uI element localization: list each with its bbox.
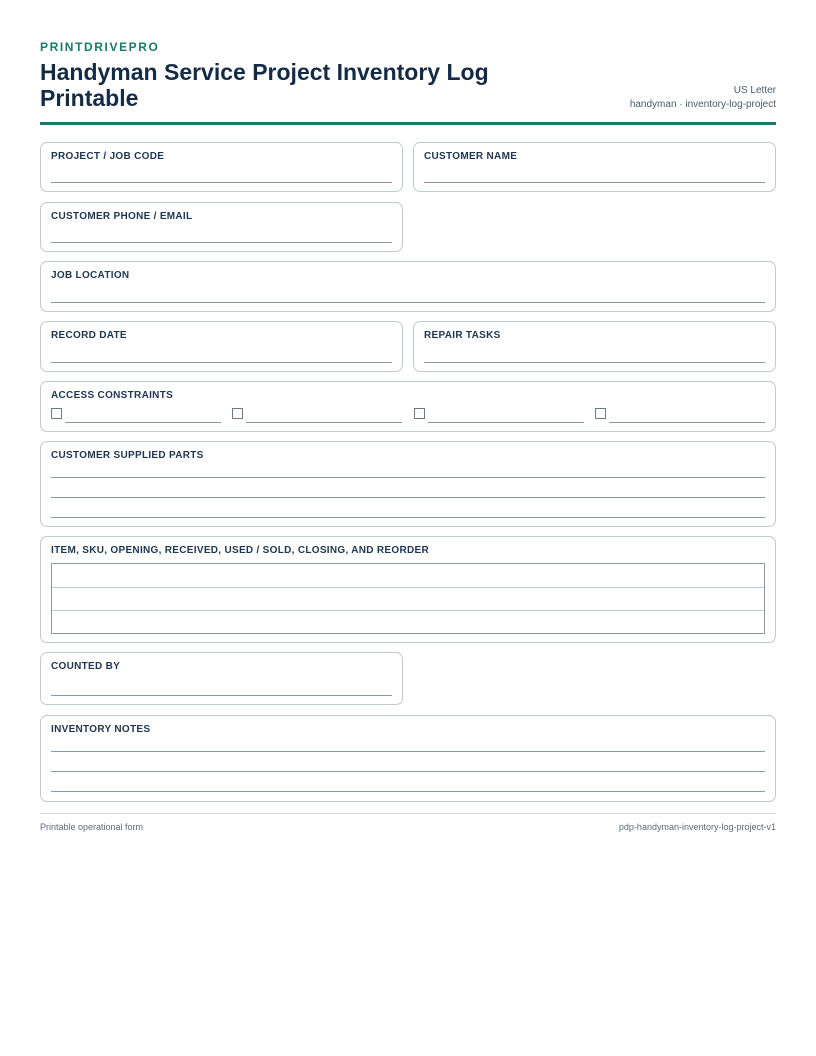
record-date-write-line[interactable] (51, 362, 392, 363)
inventory-notes-write-line[interactable] (51, 751, 765, 752)
customer-supplied-parts-label: CUSTOMER SUPPLIED PARTS (51, 450, 204, 461)
customer-contact-field (40, 202, 403, 252)
access-constraint-checkbox[interactable] (232, 408, 243, 419)
job-location-write-line[interactable] (51, 302, 765, 303)
record-date-field (40, 321, 403, 372)
header-meta (630, 84, 776, 112)
access-constraints-field (40, 381, 776, 432)
access-constraint-checkbox[interactable] (595, 408, 606, 419)
customer-supplied-parts-write-line[interactable] (51, 517, 765, 518)
customer-supplied-parts-field (40, 441, 776, 527)
access-constraint-write-line[interactable] (428, 422, 584, 423)
counted-by-field (40, 652, 403, 705)
project-code-label: PROJECT / JOB CODE (51, 151, 165, 162)
inventory-notes-label: INVENTORY NOTES (51, 724, 151, 735)
repair-tasks-write-line[interactable] (424, 362, 765, 363)
paper-size-label: US Letter (733, 85, 776, 96)
table-row-divider (52, 587, 764, 588)
inventory-table (51, 563, 765, 634)
inventory-table-section (40, 536, 776, 643)
footer-divider (40, 813, 776, 814)
customer-name-label: CUSTOMER NAME (424, 151, 518, 162)
job-location-label: JOB LOCATION (51, 270, 130, 281)
counted-by-write-line[interactable] (51, 695, 392, 696)
inventory-notes-write-line[interactable] (51, 771, 765, 772)
project-code-field (40, 142, 403, 192)
inventory-notes-write-line[interactable] (51, 791, 765, 792)
customer-name-write-line[interactable] (424, 182, 765, 183)
customer-supplied-parts-write-line[interactable] (51, 477, 765, 478)
page-title: Handyman Service Project Inventory Log Printable (40, 59, 489, 111)
inventory-table-label: ITEM, SKU, OPENING, RECEIVED, USED / SOLD, CLOSING, AND REORDER (51, 545, 430, 556)
footer-form-id: pdp-handyman-inventory-log-project-v1 (618, 822, 776, 832)
record-date-label: RECORD DATE (51, 330, 127, 341)
access-constraint-checkbox[interactable] (414, 408, 425, 419)
customer-contact-label: CUSTOMER PHONE / EMAIL (51, 211, 193, 222)
access-constraint-write-line[interactable] (246, 422, 402, 423)
footer-left-text: Printable operational form (40, 822, 144, 832)
customer-name-field (413, 142, 776, 192)
form-path-label: handyman · inventory-log-project (629, 99, 776, 110)
access-constraint-write-line[interactable] (65, 422, 221, 423)
table-row-divider (52, 610, 764, 611)
inventory-notes-field (40, 715, 776, 802)
counted-by-label: COUNTED BY (51, 661, 121, 672)
repair-tasks-field (413, 321, 776, 372)
customer-contact-write-line[interactable] (51, 242, 392, 243)
access-constraint-checkbox[interactable] (51, 408, 62, 419)
customer-supplied-parts-write-line[interactable] (51, 497, 765, 498)
header-divider (40, 122, 776, 125)
brand-wordmark: PRINTDRIVEPRO (40, 40, 160, 54)
repair-tasks-label: REPAIR TASKS (424, 330, 501, 341)
project-code-write-line[interactable] (51, 182, 392, 183)
job-location-field (40, 261, 776, 312)
access-constraint-write-line[interactable] (609, 422, 765, 423)
access-constraints-label: ACCESS CONSTRAINTS (51, 390, 174, 401)
